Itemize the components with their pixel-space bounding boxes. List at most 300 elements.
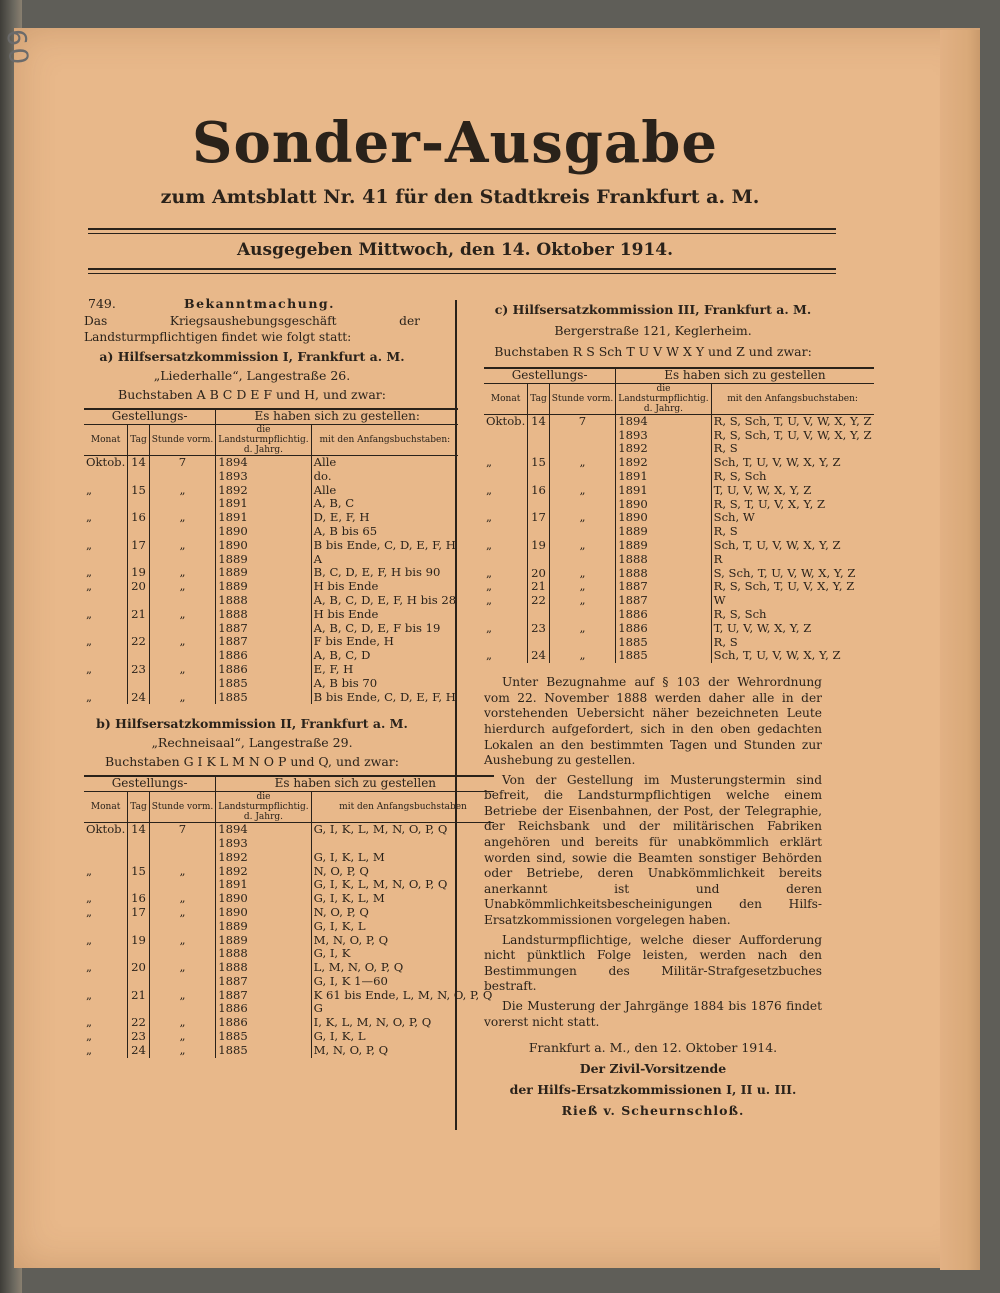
- cell-day: [528, 553, 549, 567]
- cell-hour: „: [549, 511, 616, 525]
- cell-year: 1888: [616, 553, 711, 567]
- cell-hour: „: [149, 608, 216, 622]
- cell-year: 1893: [616, 429, 711, 443]
- cell-hour: „: [149, 691, 216, 705]
- cell-year: 1886: [216, 1016, 311, 1030]
- cell-letters: A, B, C, D, E, F bis 19: [313, 620, 441, 635]
- cell-hour: „: [549, 580, 616, 594]
- cell-month: Oktob.: [84, 455, 128, 469]
- cell-year: 1890: [216, 892, 311, 906]
- cell-month: „: [84, 989, 128, 1003]
- cell-letters: [311, 837, 494, 851]
- cell-letters: R, S: [713, 634, 738, 649]
- table-row: [84, 851, 494, 865]
- cell-hour: „: [549, 539, 616, 553]
- table-row: [84, 823, 494, 837]
- cell-year: 1885: [616, 649, 711, 663]
- table-row: [84, 878, 494, 892]
- cell-year: 1886: [616, 608, 711, 622]
- table-row: [484, 608, 874, 622]
- table-section-c: [484, 367, 874, 663]
- cell-year: 1885: [216, 691, 311, 705]
- cell-hour: „: [149, 989, 216, 1003]
- cell-year: 1887: [616, 594, 711, 608]
- cell-day: [128, 470, 149, 484]
- cell-year: 1891: [216, 497, 311, 511]
- table-row: [84, 484, 458, 498]
- rule-mid-2: [88, 273, 836, 274]
- paragraph-1: Unter Bezugnahme auf § 103 der Wehrordnung vom 22. November 1888 werden daher alle in der vorstehenden Uebersicht näher bezeichneten Leute hierdurch aufgefordert, sich in den oben gedachten Lokalen an den bestimmten Tagen und Stunden zur Aushebung zu gestellen.: [484, 675, 822, 768]
- table-row: [484, 567, 874, 581]
- cell-day: 22: [528, 594, 549, 608]
- section-b-place: „Rechneisaal“, Langestraße 29.: [151, 735, 353, 751]
- table-row: [84, 566, 458, 580]
- cell-month: [84, 525, 128, 539]
- cell-letters: A, B bis 65: [313, 523, 378, 538]
- cell-letters: Alle: [311, 455, 458, 469]
- table-row: [84, 975, 494, 989]
- table-head-right: Es haben sich zu gestellen: [616, 368, 874, 383]
- paragraph-2: Von der Gestellung im Musterungstermin sind befreit, die Landsturmpflichtigen welche einem Betriebe der Eisenbahnen, der Post, der Telegraphie, der Reichsbank und der militärischen Fabriken angehören und bereits für unabkömmlich erklärt worden sind, sowie die Beamten sonstiger Behörden oder Betriebe, deren Unabkömmlichkeit bereits anerkannt ist und deren Unabkömmlichkeitsbescheinigungen den Hilfs-Ersatzkommissionen vorgelegen haben.: [484, 772, 822, 928]
- cell-hour: [549, 470, 616, 484]
- cell-year: 1892: [216, 865, 311, 879]
- table-row: [84, 691, 458, 705]
- cell-hour: „: [149, 539, 216, 553]
- table-section-b: [84, 775, 494, 1057]
- cell-year: 1889: [216, 580, 311, 594]
- notice-number: 749.: [88, 296, 116, 311]
- cell-month: „: [484, 622, 528, 636]
- cell-day: [128, 920, 149, 934]
- cell-hour: [549, 442, 616, 456]
- cell-year: 1891: [216, 878, 311, 892]
- col-year: die Landsturmpflichtig. d. Jahrg.: [216, 792, 311, 823]
- cell-month: „: [84, 663, 128, 677]
- cell-year: 1887: [616, 580, 711, 594]
- cell-letters: G, I, K, L, M, N, O, P, Q: [313, 877, 448, 892]
- cell-year: 1890: [616, 511, 711, 525]
- cell-day: 23: [528, 622, 549, 636]
- page-edge: [940, 30, 980, 1270]
- cell-year: 1894: [216, 823, 311, 837]
- cell-month: [84, 594, 128, 608]
- cell-hour: „: [149, 635, 216, 649]
- cell-letters: R, S, Sch, T, U, V, W, X, Y, Z: [711, 414, 873, 428]
- cell-day: 15: [128, 484, 149, 498]
- cell-month: [84, 649, 128, 663]
- cell-day: 21: [128, 989, 149, 1003]
- cell-year: 1889: [216, 566, 311, 580]
- table-row: [84, 947, 494, 961]
- cell-hour: „: [149, 484, 216, 498]
- cell-letters: T, U, V, W, X, Y, Z: [713, 482, 812, 497]
- cell-month: [484, 442, 528, 456]
- cell-month: „: [84, 635, 128, 649]
- left-column: [84, 296, 493, 1058]
- cell-month: „: [484, 567, 528, 581]
- cell-letters: B bis Ende, C, D, E, F, H: [313, 537, 456, 552]
- cell-year: 1892: [616, 456, 711, 470]
- cell-month: „: [84, 961, 128, 975]
- cell-hour: „: [149, 580, 216, 594]
- cell-month: „: [84, 539, 128, 553]
- cell-year: 1889: [616, 539, 711, 553]
- cell-letters: I, K, L, M, N, O, P, Q: [313, 1015, 432, 1030]
- table-row: [484, 525, 874, 539]
- cell-day: 22: [128, 635, 149, 649]
- cell-day: [128, 1002, 149, 1016]
- paragraph-3: Landsturmpflichtige, welche dieser Aufforderung nicht pünktlich Folge leisten, werden nach den Bestimmungen des Militär-Strafgesetzbuches bestraft.: [484, 932, 822, 994]
- cell-day: [128, 837, 149, 851]
- cell-letters: S, Sch, T, U, V, W, X, Y, Z: [713, 565, 856, 580]
- cell-hour: „: [549, 567, 616, 581]
- right-column: [484, 302, 872, 1119]
- cell-year: 1892: [216, 484, 311, 498]
- cell-hour: [149, 851, 216, 865]
- col-month: Monat: [484, 383, 528, 414]
- cell-letters: N, O, P, Q: [313, 904, 369, 919]
- cell-year: 1886: [216, 1002, 311, 1016]
- table-head-right: Es haben sich zu gestellen:: [216, 409, 458, 424]
- cell-day: 16: [128, 511, 149, 525]
- table-row: [84, 511, 458, 525]
- cell-day: [528, 608, 549, 622]
- cell-day: 16: [128, 892, 149, 906]
- cell-hour: [149, 878, 216, 892]
- cell-letters: H bis Ende: [313, 579, 379, 594]
- table-row: [84, 1016, 494, 1030]
- cell-year: 1885: [216, 1030, 311, 1044]
- cell-hour: [149, 649, 216, 663]
- cell-year: 1890: [216, 906, 311, 920]
- section-b-letters: Buchstaben G I K L M N O P und Q, und zwar:: [105, 754, 399, 770]
- table-row: [484, 553, 874, 567]
- cell-month: [484, 498, 528, 512]
- cell-year: 1885: [216, 1044, 311, 1058]
- cell-letters: K 61 bis Ende, L, M, N, O, P, Q: [313, 987, 493, 1002]
- table-row: [484, 442, 874, 456]
- cell-letters: Sch, W: [713, 510, 755, 525]
- col-year: die Landsturmpflichtig. d. Jahrg.: [216, 424, 311, 455]
- cell-hour: [149, 920, 216, 934]
- cell-hour: „: [149, 1030, 216, 1044]
- cell-year: 1894: [616, 414, 711, 428]
- cell-letters: R, S, Sch, T, U, V, X, Y, Z: [713, 579, 855, 594]
- cell-hour: [549, 525, 616, 539]
- table-row: [84, 677, 458, 691]
- table-row: [84, 989, 494, 1003]
- table-row: [84, 837, 494, 851]
- table-row: [84, 470, 458, 484]
- cell-hour: „: [149, 865, 216, 879]
- cell-day: [128, 622, 149, 636]
- cell-day: 22: [128, 1016, 149, 1030]
- col-month: Monat: [84, 424, 128, 455]
- cell-day: 15: [128, 865, 149, 879]
- cell-month: [484, 553, 528, 567]
- section-a-letters: Buchstaben A B C D E F und H, und zwar:: [118, 387, 386, 403]
- cell-hour: [549, 608, 616, 622]
- table-row: [84, 961, 494, 975]
- cell-day: 21: [128, 608, 149, 622]
- cell-year: 1886: [216, 649, 311, 663]
- cell-letters: R, S, Sch, T, U, V, W, X, Y, Z: [713, 427, 872, 442]
- cell-day: 20: [128, 580, 149, 594]
- cell-year: 1885: [216, 677, 311, 691]
- cell-month: „: [84, 1044, 128, 1058]
- cell-year: 1891: [616, 484, 711, 498]
- table-row: [84, 455, 458, 469]
- cell-hour: [549, 498, 616, 512]
- cell-letters: Sch, T, U, V, W, X, Y, Z: [713, 537, 841, 552]
- cell-month: „: [84, 566, 128, 580]
- cell-hour: „: [549, 456, 616, 470]
- cell-hour: 7: [149, 455, 216, 469]
- cell-year: 1890: [616, 498, 711, 512]
- cell-month: „: [84, 865, 128, 879]
- cell-hour: „: [149, 566, 216, 580]
- cell-letters: G: [313, 1001, 323, 1016]
- cell-day: [528, 442, 549, 456]
- cell-letters: Alle: [313, 482, 337, 497]
- cell-month: „: [84, 906, 128, 920]
- table-head-left: Gestellungs-: [84, 776, 216, 791]
- cell-year: 1893: [216, 837, 311, 851]
- table-row: [484, 636, 874, 650]
- table-head-left: Gestellungs-: [84, 409, 216, 424]
- cell-hour: „: [149, 906, 216, 920]
- table-row: [484, 511, 874, 525]
- cell-year: 1888: [616, 567, 711, 581]
- cell-letters: R, S, Sch: [713, 606, 767, 621]
- cell-month: [484, 608, 528, 622]
- cell-hour: [549, 429, 616, 443]
- table-section-a: [84, 408, 458, 704]
- section-c-title: c) Hilfsersatzkommission III, Frankfurt a. M.: [494, 302, 812, 317]
- cell-day: [128, 947, 149, 961]
- cell-day: [128, 677, 149, 691]
- cell-letters: B, C, D, E, F, H bis 90: [313, 565, 441, 580]
- table-row: [484, 498, 874, 512]
- cell-hour: [149, 947, 216, 961]
- cell-letters: R, S, Sch: [713, 468, 767, 483]
- cell-year: 1892: [616, 442, 711, 456]
- col-month: Monat: [84, 792, 128, 823]
- cell-day: 17: [128, 539, 149, 553]
- cell-day: 19: [528, 539, 549, 553]
- cell-day: 20: [528, 567, 549, 581]
- cell-day: 24: [128, 1044, 149, 1058]
- cell-letters: W: [713, 593, 726, 608]
- section-c-letters: Buchstaben R S Sch T U V W X Y und Z und zwar:: [494, 344, 812, 359]
- table-row: [484, 594, 874, 608]
- cell-letters: R, S: [713, 441, 738, 456]
- cell-month: „: [84, 484, 128, 498]
- cell-hour: „: [549, 484, 616, 498]
- cell-month: „: [484, 580, 528, 594]
- cell-day: 20: [128, 961, 149, 975]
- cell-month: [484, 636, 528, 650]
- cell-month: „: [84, 1030, 128, 1044]
- cell-month: „: [84, 691, 128, 705]
- table-row: [84, 920, 494, 934]
- cell-hour: [549, 553, 616, 567]
- rule-mid-1: [88, 268, 836, 270]
- signature-body: der Hilfs-Ersatzkommissionen I, II u. III.: [509, 1082, 797, 1098]
- cell-day: 23: [128, 1030, 149, 1044]
- table-row: [484, 470, 874, 484]
- cell-year: 1887: [216, 975, 311, 989]
- cell-month: [84, 622, 128, 636]
- cell-letters: D, E, F, H: [313, 510, 370, 525]
- cell-day: 24: [128, 691, 149, 705]
- cell-month: „: [484, 456, 528, 470]
- cell-month: [84, 553, 128, 567]
- cell-day: 14: [128, 455, 149, 469]
- table-row: [484, 580, 874, 594]
- table-row: [84, 539, 458, 553]
- cell-letters: H bis Ende: [313, 606, 379, 621]
- table-row: [484, 429, 874, 443]
- cell-year: 1893: [216, 470, 311, 484]
- cell-letters: A, B, C: [313, 496, 355, 511]
- table-row: [84, 663, 458, 677]
- cell-month: [84, 947, 128, 961]
- cell-month: Oktob.: [484, 414, 528, 428]
- table-row: [484, 649, 874, 663]
- table-row: [84, 622, 458, 636]
- cell-hour: [149, 1002, 216, 1016]
- col-hour: Stunde vorm.: [549, 383, 616, 414]
- cell-hour: [149, 677, 216, 691]
- table-row: [84, 1002, 494, 1016]
- cell-letters: G, I, K, L, M, N, O, P, Q: [311, 823, 494, 837]
- col-day: Tag: [128, 792, 149, 823]
- cell-letters: R: [713, 551, 723, 566]
- cell-month: [484, 429, 528, 443]
- col-hour: Stunde vorm.: [149, 792, 216, 823]
- cell-day: 14: [528, 414, 549, 428]
- cell-year: 1888: [216, 608, 311, 622]
- section-b-title: b) Hilfsersatzkommission II, Frankfurt a. M.: [96, 716, 408, 732]
- cell-letters: A, B, C, D, E, F, H bis 28: [313, 592, 457, 607]
- cell-hour: [149, 470, 216, 484]
- cell-day: [528, 636, 549, 650]
- cell-month: [84, 677, 128, 691]
- cell-letters: G, I, K, L, M: [313, 891, 385, 906]
- cell-day: [528, 470, 549, 484]
- cell-hour: 7: [149, 823, 216, 837]
- table-row: [484, 622, 874, 636]
- cell-hour: „: [149, 1016, 216, 1030]
- cell-day: [528, 429, 549, 443]
- cell-letters: E, F, H: [313, 661, 354, 676]
- cell-hour: „: [149, 1044, 216, 1058]
- col-letters: mit den Anfangsbuchstaben: [311, 792, 494, 823]
- cell-day: [128, 878, 149, 892]
- cell-day: [128, 594, 149, 608]
- cell-day: 24: [528, 649, 549, 663]
- table-row: [84, 1030, 494, 1044]
- cell-hour: [549, 636, 616, 650]
- cell-letters: Sch, T, U, V, W, X, Y, Z: [713, 455, 841, 470]
- cell-month: [84, 975, 128, 989]
- cell-day: [528, 525, 549, 539]
- cell-letters: do.: [313, 468, 332, 483]
- cell-hour: [149, 837, 216, 851]
- col-day: Tag: [528, 383, 549, 414]
- cell-year: 1891: [216, 511, 311, 525]
- cell-day: [128, 497, 149, 511]
- table-row: [84, 525, 458, 539]
- cell-month: [84, 497, 128, 511]
- cell-hour: [149, 525, 216, 539]
- cell-day: [128, 649, 149, 663]
- cell-day: 17: [128, 906, 149, 920]
- cell-year: 1892: [216, 851, 311, 865]
- cell-hour: [149, 594, 216, 608]
- table-row: [484, 456, 874, 470]
- cell-hour: „: [149, 511, 216, 525]
- cell-year: 1890: [216, 539, 311, 553]
- cell-letters: A, B, C, D: [313, 648, 371, 663]
- table-row: [84, 635, 458, 649]
- cell-month: Oktob.: [84, 823, 128, 837]
- table-row: [84, 1044, 494, 1058]
- cell-letters: R, S, T, U, V, X, Y, Z: [713, 496, 826, 511]
- cell-year: 1885: [616, 636, 711, 650]
- cell-year: 1886: [216, 663, 311, 677]
- cell-month: „: [84, 608, 128, 622]
- signature-name: Rieß v. Scheurnschloß.: [561, 1103, 745, 1119]
- cell-letters: N, O, P, Q: [313, 863, 369, 878]
- cell-month: [84, 1002, 128, 1016]
- signature-title: Der Zivil-Vorsitzende: [579, 1061, 727, 1077]
- cell-day: 16: [528, 484, 549, 498]
- cell-year: 1887: [216, 635, 311, 649]
- cell-day: [128, 525, 149, 539]
- cell-month: „: [484, 594, 528, 608]
- cell-month: [484, 525, 528, 539]
- cell-letters: M, N, O, P, Q: [313, 932, 389, 947]
- cell-month: „: [84, 580, 128, 594]
- cell-letters: G, I, K, L, M: [313, 849, 385, 864]
- cell-letters: G, I, K, L: [313, 1029, 366, 1044]
- page-number: 60: [0, 28, 34, 68]
- cell-letters: A, B bis 70: [313, 675, 378, 690]
- cell-hour: [149, 975, 216, 989]
- cell-day: [528, 498, 549, 512]
- paragraph-4: Die Musterung der Jahrgänge 1884 bis 1876 findet vorerst nicht statt.: [484, 999, 822, 1029]
- col-hour: Stunde vorm.: [149, 424, 216, 455]
- table-row: [84, 553, 458, 567]
- cell-year: 1886: [616, 622, 711, 636]
- cell-hour: „: [149, 961, 216, 975]
- cell-day: 23: [128, 663, 149, 677]
- cell-hour: „: [149, 892, 216, 906]
- cell-hour: „: [149, 663, 216, 677]
- section-a-title: a) Hilfsersatzkommission I, Frankfurt a. M.: [99, 349, 405, 365]
- cell-letters: Sch, T, U, V, W, X, Y, Z: [713, 648, 841, 663]
- cell-letters: R, S: [713, 524, 738, 539]
- table-head-right: Es haben sich zu gestellen: [216, 776, 495, 791]
- document-title: Sonder-Ausgabe: [192, 110, 718, 176]
- rule-top-1: [88, 228, 836, 230]
- cell-month: „: [84, 1016, 128, 1030]
- cell-year: 1887: [216, 622, 311, 636]
- cell-month: „: [484, 511, 528, 525]
- cell-day: 17: [528, 511, 549, 525]
